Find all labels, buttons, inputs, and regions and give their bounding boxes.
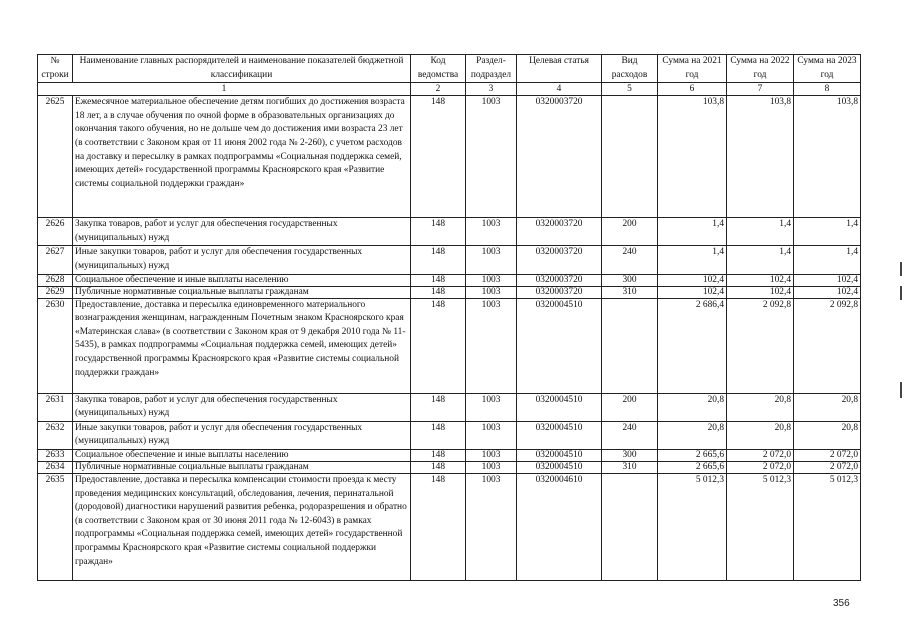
page-number: 356 [833,598,850,609]
table-row [38,274,861,286]
sum-2021-cell: 1,4 [658,246,727,274]
sum-2022-cell: 20,8 [727,421,794,449]
sum-2023-cell: 5 012,3 [794,473,861,580]
row-name-cell: Социальное обеспечение и иные выплаты населению [73,449,411,461]
sum-2023-cell: 103,8 [794,96,861,218]
row-number-cell: 2630 [38,298,73,393]
target-cell: 0320004510 [517,421,602,449]
section-cell: 1003 [466,449,517,461]
sum-2022-cell: 2 072,0 [727,449,794,461]
sum-2021-cell: 2 665,6 [658,449,727,461]
scan-edge-mark [900,262,902,276]
target-cell: 0320003720 [517,218,602,246]
exp-type-cell: 240 [602,421,658,449]
row-number-cell: 2627 [38,246,73,274]
target-cell: 0320004510 [517,461,602,473]
target-cell: 0320004610 [517,473,602,580]
column-number: 6 [658,83,727,96]
column-number: 8 [794,83,861,96]
target-cell: 0320004510 [517,393,602,421]
exp-type-cell: 310 [602,461,658,473]
dept-code-cell: 148 [411,246,466,274]
sum-2021-cell: 103,8 [658,96,727,218]
table-row [38,461,861,473]
dept-code-cell: 148 [411,393,466,421]
row-number-cell: 2635 [38,473,73,580]
column-number-row [38,83,861,96]
row-name-cell: Ежемесячное материальное обеспечение детям погибших до достижения возраста 18 лет, а в случае обучения по очной форме в образовательных организациях до окончания такого обучения, но не дольше чем до достижения ими возраста 23 лет (в соответствии с Законом края от 11 июня 2002 года № 2-260), с учетом расходов на доставку и пересылку в рамках подпрограммы «Социальная поддержка семей, имеющих детей» государственной программы Красноярского края «Развитие системы социальной поддержки граждан» [73,96,411,218]
table-row [38,246,861,274]
row-name-cell: Публичные нормативные социальные выплаты гражданам [73,461,411,473]
section-cell: 1003 [466,218,517,246]
header-row-no: № строки [38,55,73,83]
sum-2023-cell: 1,4 [794,246,861,274]
sum-2022-cell: 2 072,0 [727,461,794,473]
header-sum-2022: Сумма на 2022 год [727,55,794,83]
table-row [38,421,861,449]
row-name-cell: Социальное обеспечение и иные выплаты населению [73,274,411,286]
sum-2022-cell: 102,4 [727,274,794,286]
section-cell: 1003 [466,274,517,286]
sum-2021-cell: 20,8 [658,421,727,449]
row-name-cell: Иные закупки товаров, работ и услуг для обеспечения государственных (муниципальных) нужд [73,421,411,449]
sum-2022-cell: 5 012,3 [727,473,794,580]
dept-code-cell: 148 [411,473,466,580]
row-number-cell: 2626 [38,218,73,246]
exp-type-cell [602,298,658,393]
row-name-cell: Предоставление, доставка и пересылка компенсации стоимости проезда к месту проведения медицинских консультаций, обследования, лечения, перинатальной (дородовой) диагностики нарушений развития ребенка, родоразрешения и обратно (в соответствии с Законом края от 30 июня 2011 года № 12-6043) в рамках подпрограммы «Социальная поддержка семей, имеющих детей» государственной программы Красноярского края «Развитие системы социальной поддержки граждан» [73,473,411,580]
table-row [38,218,861,246]
header-sum-2023: Сумма на 2023 год [794,55,861,83]
section-cell: 1003 [466,461,517,473]
exp-type-cell [602,96,658,218]
exp-type-cell: 200 [602,218,658,246]
sum-2023-cell: 102,4 [794,286,861,298]
dept-code-cell: 148 [411,421,466,449]
sum-2022-cell: 1,4 [727,246,794,274]
dept-code-cell: 148 [411,274,466,286]
sum-2021-cell: 20,8 [658,393,727,421]
header-name: Наименование главных распорядителей и наименование показателей бюджетной классификации [73,55,411,83]
sum-2021-cell: 2 665,6 [658,461,727,473]
exp-type-cell: 240 [602,246,658,274]
sum-2023-cell: 20,8 [794,393,861,421]
table-row [38,393,861,421]
sum-2022-cell: 103,8 [727,96,794,218]
exp-type-cell: 310 [602,286,658,298]
dept-code-cell: 148 [411,449,466,461]
target-cell: 0320003720 [517,286,602,298]
row-name-cell: Иные закупки товаров, работ и услуг для обеспечения государственных (муниципальных) нужд [73,246,411,274]
exp-type-cell: 300 [602,274,658,286]
section-cell: 1003 [466,246,517,274]
target-cell: 0320004510 [517,449,602,461]
sum-2021-cell: 1,4 [658,218,727,246]
section-cell: 1003 [466,298,517,393]
row-number-cell: 2631 [38,393,73,421]
sum-2022-cell: 1,4 [727,218,794,246]
sum-2023-cell: 1,4 [794,218,861,246]
section-cell: 1003 [466,286,517,298]
target-cell: 0320004510 [517,298,602,393]
row-number-cell: 2629 [38,286,73,298]
sum-2023-cell: 20,8 [794,421,861,449]
header-target: Целевая статья [517,55,602,83]
header-dept-code: Код ведомства [411,55,466,83]
sum-2022-cell: 102,4 [727,286,794,298]
row-name-cell: Публичные нормативные социальные выплаты гражданам [73,286,411,298]
sum-2022-cell: 20,8 [727,393,794,421]
row-name-cell: Закупка товаров, работ и услуг для обеспечения государственных (муниципальных) нужд [73,218,411,246]
section-cell: 1003 [466,421,517,449]
row-number-cell: 2628 [38,274,73,286]
row-name-cell: Закупка товаров, работ и услуг для обеспечения государственных (муниципальных) нужд [73,393,411,421]
table-row [38,96,861,218]
sum-2021-cell: 102,4 [658,286,727,298]
dept-code-cell: 148 [411,461,466,473]
budget-table [37,54,861,581]
sum-2023-cell: 2 092,8 [794,298,861,393]
column-number: 3 [466,83,517,96]
target-cell: 0320003720 [517,96,602,218]
dept-code-cell: 148 [411,96,466,218]
exp-type-cell [602,473,658,580]
section-cell: 1003 [466,393,517,421]
column-number: 7 [727,83,794,96]
header-exp-type: Вид расходов [602,55,658,83]
dept-code-cell: 148 [411,218,466,246]
scan-edge-mark [900,382,902,398]
row-number-cell: 2634 [38,461,73,473]
target-cell: 0320003720 [517,274,602,286]
row-number-cell: 2633 [38,449,73,461]
sum-2021-cell: 102,4 [658,274,727,286]
exp-type-cell: 300 [602,449,658,461]
table-row [38,449,861,461]
table-row [38,473,861,580]
header-section: Раздел-подраздел [466,55,517,83]
sum-2021-cell: 2 686,4 [658,298,727,393]
header-row [38,55,861,83]
row-number-cell: 2625 [38,96,73,218]
table-row [38,286,861,298]
table-row [38,298,861,393]
row-name-cell: Предоставление, доставка и пересылка единовременного материального вознаграждения женщинам, награжденным Почетным знаком Красноярского края «Материнская слава» (в соответствии с Законом края от 9 декабря 2010 года № 11-5435), в рамках подпрограммы «Социальная поддержка семей, имеющих детей» государственной программы Красноярского края «Развитие системы социальной поддержки граждан» [73,298,411,393]
header-sum-2021: Сумма на 2021 год [658,55,727,83]
dept-code-cell: 148 [411,286,466,298]
section-cell: 1003 [466,96,517,218]
row-number-cell: 2632 [38,421,73,449]
sum-2022-cell: 2 092,8 [727,298,794,393]
column-number: 2 [411,83,466,96]
exp-type-cell: 200 [602,393,658,421]
target-cell: 0320003720 [517,246,602,274]
sum-2023-cell: 102,4 [794,274,861,286]
column-number: 5 [602,83,658,96]
section-cell: 1003 [466,473,517,580]
column-number: 4 [517,83,602,96]
dept-code-cell: 148 [411,298,466,393]
sum-2021-cell: 5 012,3 [658,473,727,580]
sum-2023-cell: 2 072,0 [794,449,861,461]
scan-edge-mark [900,286,902,300]
column-number: 1 [38,83,411,96]
sum-2023-cell: 2 072,0 [794,461,861,473]
